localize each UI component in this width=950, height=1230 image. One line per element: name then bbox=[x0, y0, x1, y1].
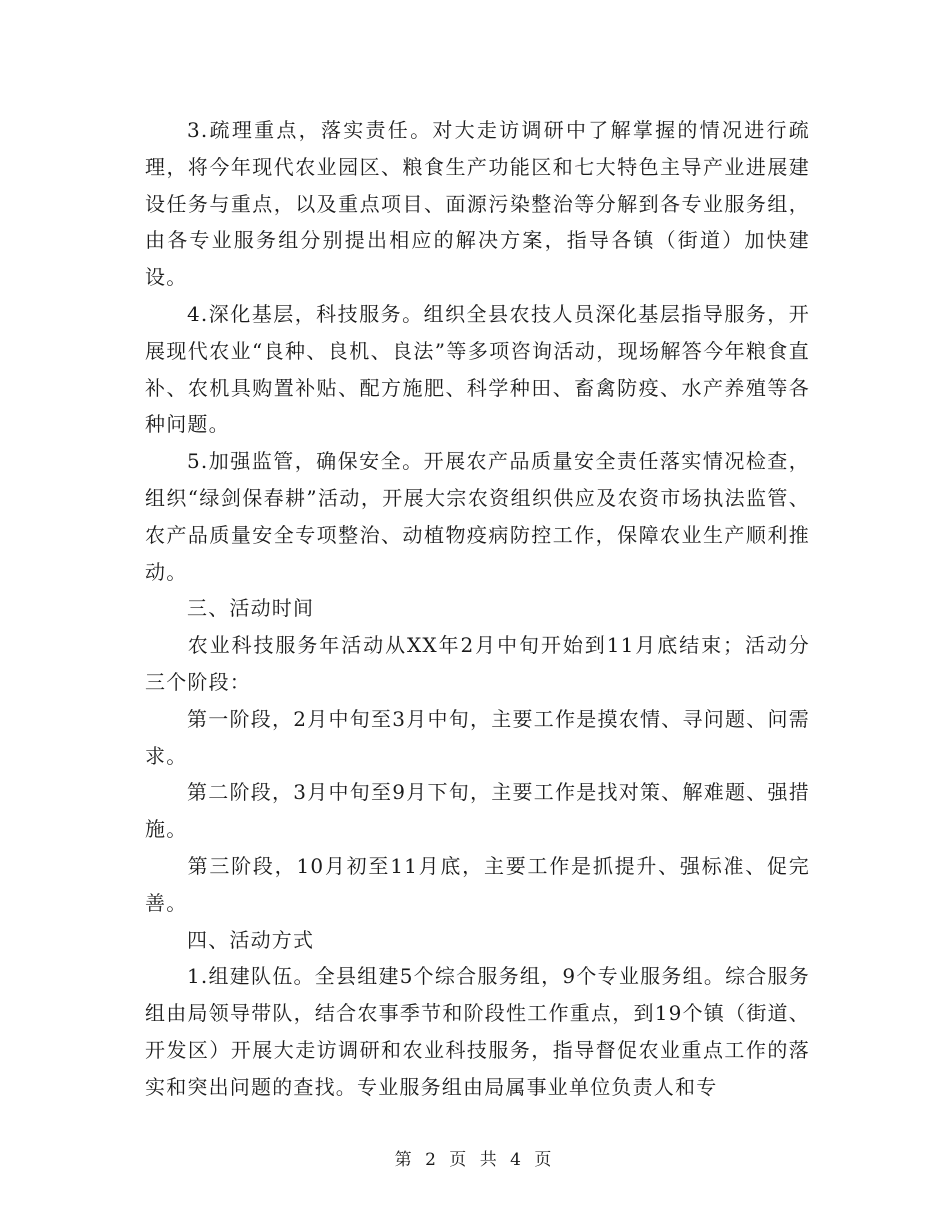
heading-text: 三、活动时间 bbox=[187, 596, 315, 621]
paragraph-text: 3.疏理重点，落实责任。对大走访调研中了解掌握的情况进行疏理，将今年现代农业园区、粮食生产功能区和七大特色主导产业进展建设任务与重点，以及重点项目、面源污染整治等分解到各专业服务组，由各专业服务组分别提出相应的解决方案，指导各镇（街道）加快建设。 bbox=[145, 118, 810, 290]
paragraph-stage-one bbox=[145, 701, 810, 775]
paragraph-supervision bbox=[145, 443, 810, 590]
paragraph-text: 5.加强监管，确保安全。开展农产品质量安全责任落实情况检查，组织“绿剑保春耕”活动，开展大宗农资组织供应及农资市场执法监管、农产品质量安全专项整治、动植物疫病防控工作，保障农业生产顺利推动。 bbox=[145, 449, 810, 584]
paragraph-build-team bbox=[145, 958, 810, 1105]
paragraph-stage-two bbox=[145, 774, 810, 848]
paragraph-tech-service bbox=[145, 296, 810, 443]
section-heading-activity-method bbox=[145, 922, 810, 959]
paragraph-text: 1.组建队伍。全县组建5个综合服务组，9个专业服务组。综合服务组由局领导带队，结合农事季节和阶段性工作重点，到19个镇（街道、开发区）开展大走访调研和农业科技服务，指导督促农业重点工作的落实和突出问题的查找。专业服务组由局属事业单位负责人和专 bbox=[145, 964, 810, 1099]
page-number-footer: 第 2 页 共 4 页 bbox=[394, 1150, 556, 1170]
document-body bbox=[145, 112, 810, 1106]
paragraph-stage-three bbox=[145, 848, 810, 922]
paragraph-text: 农业科技服务年活动从XX年2月中旬开始到11月底结束；活动分三个阶段： bbox=[145, 633, 810, 694]
paragraph-text: 第三阶段，10月初至11月底，主要工作是抓提升、强标准、促完善。 bbox=[145, 853, 810, 915]
paragraph-text: 第二阶段，3月中旬至9月下旬，主要工作是找对策、解难题、强措施。 bbox=[145, 780, 810, 842]
paragraph-activity-time bbox=[145, 627, 810, 701]
paragraph-text: 第一阶段，2月中旬至3月中旬，主要工作是摸农情、寻问题、问需求。 bbox=[145, 706, 810, 768]
heading-text: 四、活动方式 bbox=[187, 927, 315, 952]
paragraph-text: 4.深化基层，科技服务。组织全县农技人员深化基层指导服务，开展现代农业“良种、良机、良法”等多项咨询活动，现场解答今年粮食直补、农机具购置补贴、配方施肥、科学种田、畜禽防疫、水产养殖等各种问题。 bbox=[145, 301, 810, 437]
paragraph-responsibility bbox=[145, 112, 810, 296]
section-heading-activity-time bbox=[145, 590, 810, 627]
